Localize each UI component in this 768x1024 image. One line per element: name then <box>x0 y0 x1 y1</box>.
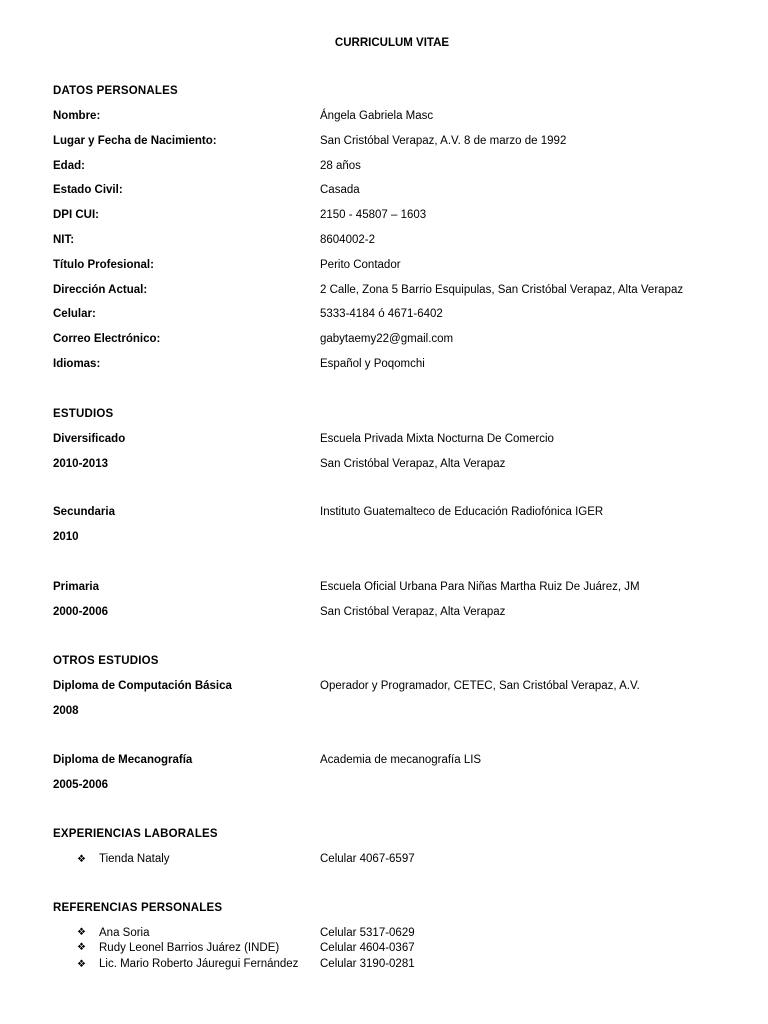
study-years: 2010 <box>53 531 79 543</box>
personal-value: Casada <box>320 184 360 196</box>
personal-label: Correo Electrónico: <box>53 333 161 345</box>
reference-phone: Celular 5317-0629 <box>320 927 415 939</box>
study-place: San Cristóbal Verapaz, Alta Verapaz <box>320 458 506 470</box>
personal-value: 28 años <box>320 160 361 172</box>
study-level-label: Diversificado <box>53 433 126 445</box>
personal-label: Título Profesional: <box>53 259 154 271</box>
experience-item-name: Tienda Nataly <box>99 853 170 865</box>
study-level-label: Primaria <box>53 581 100 593</box>
reference-phone: Celular 3190-0281 <box>320 958 415 970</box>
reference-name: Lic. Mario Roberto Jáuregui Fernández <box>99 958 299 970</box>
study-years: 2010-2013 <box>53 458 108 470</box>
reference-name: Ana Soria <box>99 927 150 939</box>
diploma-institution: Academia de mecanografía LIS <box>320 754 482 766</box>
experience-item-value: Celular 4067-6597 <box>320 853 415 865</box>
reference-name: Rudy Leonel Barrios Juárez (INDE) <box>99 942 280 954</box>
personal-label: DPI CUI: <box>53 209 99 221</box>
personal-value: Perito Contador <box>320 259 401 271</box>
diploma-years: 2008 <box>53 705 79 717</box>
diamond-bullet-icon: ❖ <box>77 942 86 953</box>
section-heading-experience: EXPERIENCIAS LABORALES <box>53 828 218 840</box>
study-institution: Escuela Privada Mixta Nocturna De Comercio <box>320 433 554 445</box>
personal-value: gabytaemy22@gmail.com <box>320 333 454 345</box>
section-heading-personal: DATOS PERSONALES <box>53 85 178 97</box>
diamond-bullet-icon: ❖ <box>77 959 86 970</box>
personal-label: Dirección Actual: <box>53 284 148 296</box>
personal-label: Estado Civil: <box>53 184 123 196</box>
personal-label: Nombre: <box>53 110 101 122</box>
personal-value: San Cristóbal Verapaz, A.V. 8 de marzo de 1992 <box>320 135 567 147</box>
personal-label: Lugar y Fecha de Nacimiento: <box>53 135 217 147</box>
study-place: San Cristóbal Verapaz, Alta Verapaz <box>320 606 506 618</box>
diploma-institution: Operador y Programador, CETEC, San Cristóbal Verapaz, A.V. <box>320 680 640 692</box>
section-heading-references: REFERENCIAS PERSONALES <box>53 902 223 914</box>
section-heading-studies: ESTUDIOS <box>53 408 114 420</box>
diploma-label: Diploma de Mecanografía <box>53 754 193 766</box>
study-level-label: Secundaria <box>53 506 115 518</box>
personal-value: 2 Calle, Zona 5 Barrio Esquipulas, San Cristóbal Verapaz, Alta Verapaz <box>320 284 684 296</box>
study-institution: Instituto Guatemalteco de Educación Radiofónica IGER <box>320 506 604 518</box>
section-heading-other-studies: OTROS ESTUDIOS <box>53 655 159 667</box>
diploma-label: Diploma de Computación Básica <box>53 680 232 692</box>
diamond-bullet-icon: ❖ <box>77 854 86 865</box>
personal-label: Idiomas: <box>53 358 101 370</box>
diamond-bullet-icon: ❖ <box>77 927 86 938</box>
personal-label: Celular: <box>53 308 96 320</box>
reference-phone: Celular 4604-0367 <box>320 942 415 954</box>
personal-value: 5333-4184 ó 4671-6402 <box>320 308 443 320</box>
page-title: CURRICULUM VITAE <box>334 37 450 49</box>
study-institution: Escuela Oficial Urbana Para Niñas Martha Ruiz De Juárez, JM <box>320 581 640 593</box>
study-years: 2000-2006 <box>53 606 108 618</box>
personal-value: 8604002-2 <box>320 234 375 246</box>
personal-label: NIT: <box>53 234 75 246</box>
personal-value: Español y Poqomchi <box>320 358 425 370</box>
personal-value: Ángela Gabriela Masc <box>320 110 434 122</box>
diploma-years: 2005-2006 <box>53 779 108 791</box>
personal-value: 2150 - 45807 – 1603 <box>320 209 427 221</box>
personal-label: Edad: <box>53 160 85 172</box>
